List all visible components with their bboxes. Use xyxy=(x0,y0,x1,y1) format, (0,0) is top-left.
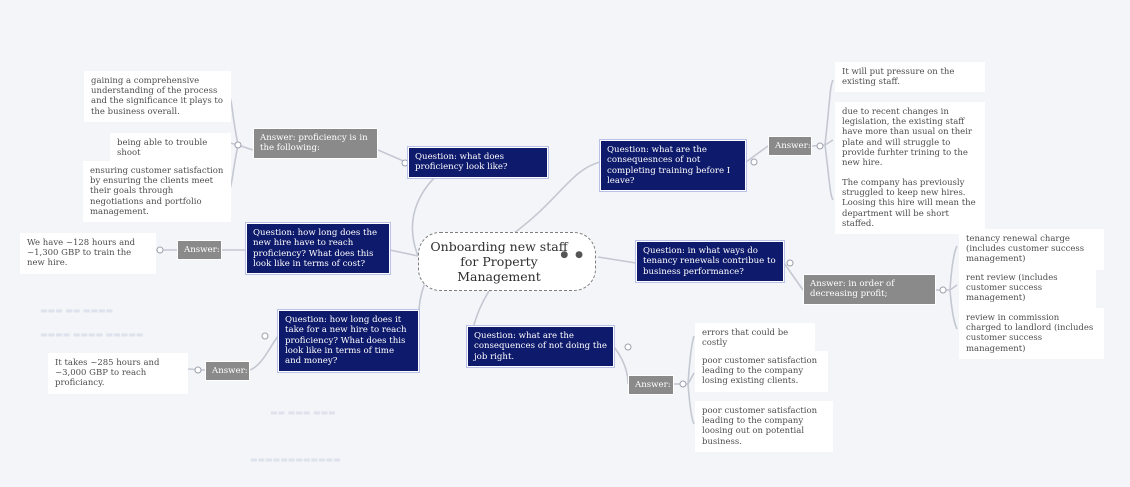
answer-item[interactable]: errors that could be costly xyxy=(695,323,815,353)
answer-tenancy-renewals[interactable]: Answer: in order of decreasing profit; xyxy=(803,274,936,305)
question-job-right[interactable]: Question: what are the consequences of not doing the job right. xyxy=(467,326,614,367)
answer-item[interactable]: being able to trouble shoot xyxy=(110,133,231,163)
answer-item[interactable]: due to recent changes in legislation, the existing staff have more than usual on their plate and will struggle to provide furhter trining to the new hire. xyxy=(835,102,985,173)
answer-consequences-training[interactable]: Answer: xyxy=(768,136,812,156)
ghost-text: ▬▬▬▬▬▬▬▬▬▬▬▬ xyxy=(250,455,341,464)
answer-job-right[interactable]: Answer: xyxy=(628,375,674,395)
answer-time-money[interactable]: Answer: xyxy=(205,361,250,381)
ghost-text: ▬▬▬▬ ▬▬▬▬ ▬▬▬▬▬ xyxy=(40,330,144,339)
central-topic-title: Onboarding new staff for Property Management xyxy=(430,239,568,284)
answer-item[interactable]: It takes ~285 hours and ~3,000 GBP to reach proficiancy. xyxy=(48,353,188,394)
answer-item[interactable]: rent review (includes customer success management) xyxy=(959,268,1096,309)
ghost-text: ▬▬▬ ▬▬ ▬▬▬▬ xyxy=(40,306,114,315)
ghost-text: ▬▬ ▬▬▬ ▬▬▬ xyxy=(270,408,336,417)
answer-item[interactable]: ensuring customer satisfaction by ensuring the clients meet their goals through negotiations and portfolio management. xyxy=(83,161,231,222)
answer-item[interactable]: gaining a comprehensive understanding of the process and the significance it plays to the business overall. xyxy=(84,71,231,122)
question-time-money[interactable]: Question: how long does it take for a new hire to reach proficiency? What does this look like in terms of time and money? xyxy=(278,310,419,372)
question-tenancy-renewals[interactable]: Question: in what ways do tenancy renewals contribue to business performance? xyxy=(636,241,784,282)
answer-item[interactable]: poor customer satisfaction leading to the company losing existing clients. xyxy=(695,351,828,392)
answer-item[interactable]: review in commission charged to landlord (includes customer success management) xyxy=(959,308,1104,359)
answer-proficiency[interactable]: Answer: proficiency is in the following: xyxy=(253,128,378,159)
question-proficiency[interactable]: Question: what does proficiency look like? xyxy=(408,147,548,178)
answer-item[interactable]: We have ~128 hours and ~1,300 GBP to train the new hire. xyxy=(20,233,156,274)
question-reach-cost[interactable]: Question: how long does the new hire have to reach proficiency? What does this look like in terms of cost? xyxy=(246,223,390,274)
answer-item[interactable]: It will put pressure on the existing staff. xyxy=(835,62,985,92)
question-consequences-training[interactable]: Question: what are the consequesnces of not completing training before I leave? xyxy=(600,140,746,191)
more-options-icon[interactable]: ● ● xyxy=(560,250,585,260)
central-topic[interactable] xyxy=(418,232,596,291)
answer-item[interactable]: poor customer satisfaction leading to the company loosing out on potential business. xyxy=(695,401,833,452)
answer-item[interactable]: tenancy renewal charge (includes customer success management) xyxy=(959,229,1104,270)
answer-reach-cost[interactable]: Answer: xyxy=(177,240,222,260)
answer-item[interactable]: The company has previously struggled to keep new hires. Loosing this hire will mean the department will be short staffed. xyxy=(835,173,985,234)
